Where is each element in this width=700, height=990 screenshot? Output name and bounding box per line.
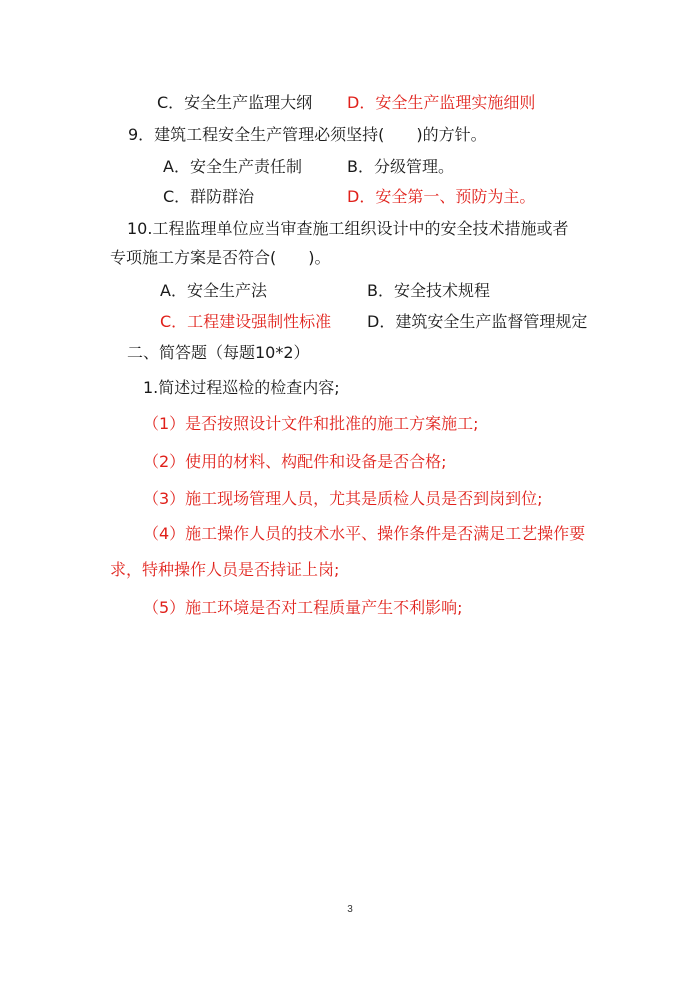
q10-option-a: A．安全生产法 — [160, 281, 267, 300]
answer-item-5: （5）施工环境是否对工程质量产生不利影响; — [143, 598, 463, 617]
q10-option-c-answer: C．工程建设强制性标准 — [160, 312, 332, 331]
q9-option-a: A．安全生产责任制 — [163, 157, 302, 176]
answer-item-4-line1: （4）施工操作人员的技术水平、操作条件是否满足工艺操作要 — [143, 524, 586, 543]
answer-item-1: （1）是否按照设计文件和批准的施工方案施工; — [143, 414, 479, 433]
q9-option-d-answer: D．安全第一、预防为主。 — [347, 187, 536, 206]
q10-stem-line1: 10.工程监理单位应当审查施工组织设计中的安全技术措施或者 — [127, 219, 569, 238]
answer-item-2: （2）使用的材料、构配件和设备是否合格; — [143, 452, 447, 471]
short-answer-q1-stem: 1.简述过程巡检的检查内容; — [143, 378, 340, 397]
q8-option-d-answer: D．安全生产监理实施细则 — [347, 93, 536, 112]
q9-option-c: C．群防群治 — [163, 187, 255, 206]
q10-option-d: D．建筑安全生产监督管理规定 — [367, 312, 588, 331]
answer-item-4-line2: 求，特种操作人员是否持证上岗; — [110, 560, 340, 579]
answer-item-3: （3）施工现场管理人员，尤其是质检人员是否到岗到位; — [143, 489, 543, 508]
q10-option-b: B．安全技术规程 — [367, 281, 490, 300]
section-heading: 二、简答题（每题10*2） — [127, 343, 310, 362]
q9-option-b: B．分级管理。 — [347, 157, 454, 176]
q8-option-c: C．安全生产监理大纲 — [157, 93, 313, 112]
page-number: 3 — [347, 904, 353, 915]
q10-stem-line2: 专项施工方案是否符合( )。 — [110, 248, 331, 267]
q9-stem: 9．建筑工程安全生产管理必须坚持( )的方针。 — [128, 125, 487, 144]
